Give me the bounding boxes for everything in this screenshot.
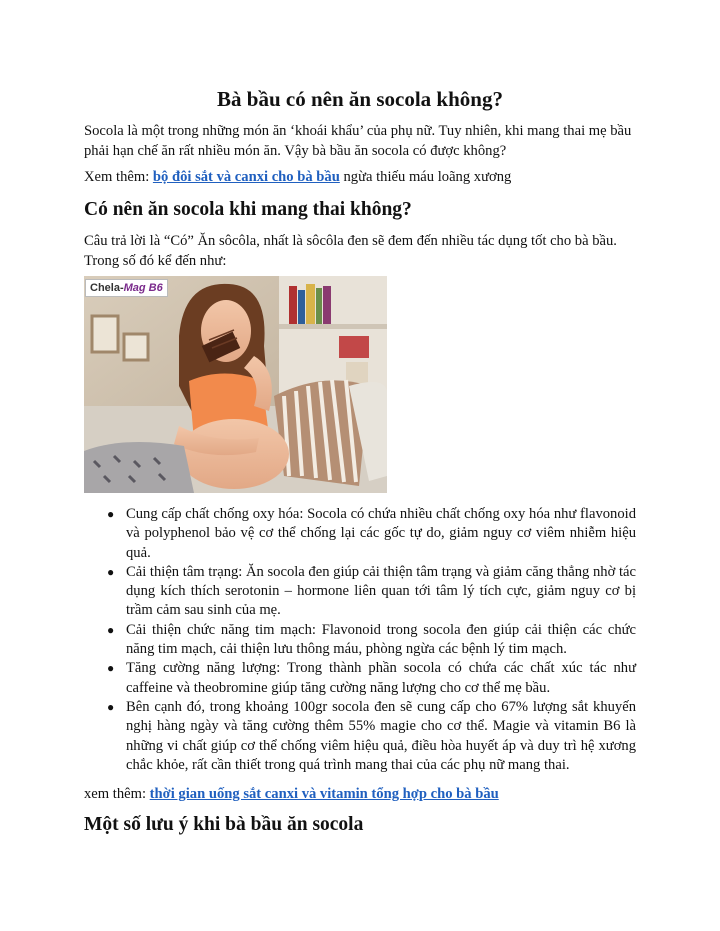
badge-part1: Chela- [90, 282, 124, 294]
list-item-text: Cung cấp chất chống oxy hóa: Socola có chứa nhiều chất chống oxy hóa như flavonoid và polyphenol bảo vệ cơ thể chống lại các gốc tự do, giảm nguy cơ viêm nhiễm hiệu quả. [126, 506, 636, 561]
see-also-paragraph-2 [84, 784, 636, 804]
see-also-suffix: ngừa thiếu máu loãng xương [339, 169, 512, 185]
bullet-icon: ● [107, 507, 115, 521]
list-item [84, 659, 636, 698]
see-also-paragraph-1 [84, 167, 636, 187]
list-item-text: Bên cạnh đó, trong khoảng 100gr socola đen sẽ cung cấp cho 67% lượng sắt khuyến nghị hàng ngày và tăng cường thêm 55% magie cho cơ thể. Magie và vitamin B6 là những vi chất giúp cơ thể chống viêm hiệu quả, điều hòa huyết áp và duy trì hệ xương chắc khỏe, rất cần thiết trong quá trình mang thai của các phụ nữ mang thai. [126, 698, 636, 773]
section-heading-chocolate: Có nên ăn socola khi mang thai không? [84, 199, 412, 220]
intro-paragraph: Socola là một trong những món ăn ‘khoái khẩu’ của phụ nữ. Tuy nhiên, khi mang thai mẹ bầu phải hạn chế ăn rất nhiều món ăn. Vậy bà bầu ăn socola có được không? [84, 123, 632, 159]
benefits-list [84, 505, 636, 775]
chela-mag-b6-logo [85, 279, 168, 297]
bullet-icon: ● [107, 564, 115, 579]
bullet-icon: ● [107, 699, 115, 714]
supplement-timing-link[interactable]: thời gian uống sắt canxi và vitamin tổng hợp cho bà bầu [149, 786, 499, 802]
see-also-prefix-2: xem thêm: [84, 786, 150, 802]
list-item [84, 563, 636, 621]
list-item [84, 621, 636, 660]
badge-part2: Mag B6 [123, 282, 163, 294]
bullet-icon: ● [107, 661, 115, 676]
section-heading-notes: Một số lưu ý khi bà bầu ăn socola [84, 814, 364, 835]
answer-paragraph: Câu trả lời là “Có” Ăn sôcôla, nhất là sôcôla đen sẽ đem đến nhiều tác dụng tốt cho bà bầu. Trong số đó kể đến như: [84, 233, 617, 269]
page-title: Bà bầu có nên ăn socola không? [217, 87, 503, 111]
see-also-prefix: Xem thêm: [84, 169, 153, 185]
list-item-text: Tăng cường năng lượng: Trong thành phần socola có chứa các chất xúc tác như caffeine và theobromine giúp tăng cường năng lượng cho cơ thể mẹ bầu. [126, 660, 636, 696]
photo-illustration [84, 276, 387, 493]
pregnant-woman-chocolate-image [84, 276, 387, 493]
list-item [84, 505, 636, 563]
list-item [84, 698, 636, 775]
list-item-text: Cải thiện tâm trạng: Ăn socola đen giúp cải thiện tâm trạng và giảm căng thẳng nhờ tác dụng kích thích serotonin – hormone liên quan tới tâm lý tích cực, giảm nguy cơ bị trầm cảm sau sinh của mẹ. [126, 563, 636, 619]
list-item-text: Cải thiện chức năng tim mạch: Flavonoid trong socola đen giúp cải thiện các chức năng tim mạch, cải thiện lưu thông máu, phòng ngừa các bệnh lý tim mạch. [126, 621, 636, 658]
iron-calcium-link[interactable]: bộ đôi sắt và canxi cho bà bầu [152, 169, 340, 185]
bullet-icon: ● [107, 622, 115, 637]
